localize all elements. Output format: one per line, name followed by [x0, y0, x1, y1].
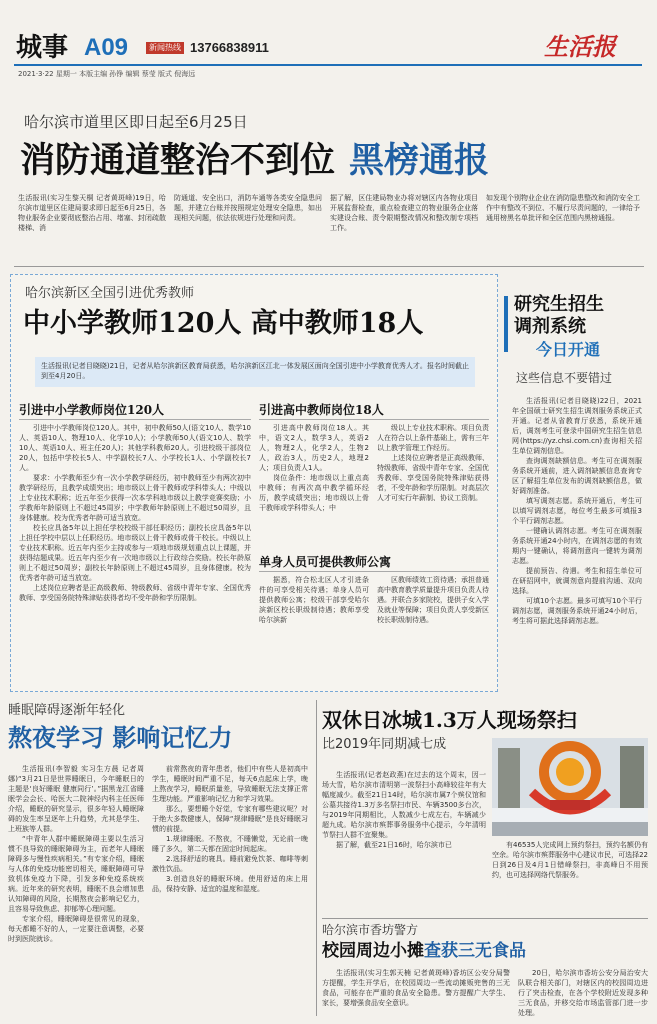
masthead [0, 0, 657, 95]
article-tomb-sweeping [322, 706, 648, 916]
section-name: 城事 [16, 33, 69, 63]
article-body: 生活报讯(记者赵政燕)在过去的这个周末，因一场大雪，哈尔滨市清明第一波祭扫小高峰较往年有大幅度减少。截至21日14时，哈尔滨市属7个殡仪馆和公墓共接待1.3万多名祭扫市民、车辆3500多台次，与2019年同期相比，人数减少七成左右，车辆减少超九成。哈尔滨市殡葬事务服务中心提示，今年清明节祭扫人群不宜聚集。 据了解，截至21日16时，哈尔滨市已 [322, 771, 486, 849]
lead-box: 生活报讯(记者目晓晓)21日，记者从哈尔滨新区教育局获悉，哈尔滨新区江北一体发展区面向全国引进中小学教育优秀人才。报名时间截止到至4月20日。 [35, 357, 475, 387]
sidebar-title-3: 今日开通 [536, 340, 601, 359]
article-col: 防通道、安全出口，消防车通等各类安全隐患问题，并建立台账并按照规定处理安全隐患，如出现相关问题，依法依规进行处理和问责。 [174, 194, 322, 222]
sidebar-body: 生活报讯(记者目晓晓)22日，2021年全国硕士研究生招生调剂服务系统正式开通。记者从省教育厅获悉，系统开通后，调剂考生可登录中国研究生招生信息网(https://yz.chsi.com.cn)查询相关招生单位调剂信息。 查询调剂缺额信息。考生可在调剂服务系统开通前，进入调剂缺额信息查询专区了解招生单位发布的调剂缺额信息，做好调剂准备。 填写调剂志愿。系统开通后，考生可以填写调剂志愿，每位考生最多可填报3个平行调剂志愿。 一键确认调剂志愿。考生可在调剂服务系统开通24小时内，在调剂志愿的有效期内一键确认，将调剂意向一键转为调剂志愿。 提前预告、待遇。考生和招生单位可在研招网中，就调剂意向提前沟通、双向选择。 可填10个志愿。最多可填写10个平行调剂志愿，调剂服务系统开通24小时后，考生将可据此选择调剂志愿。 [512, 397, 642, 625]
headline: 熬夜学习 影响记忆力 [8, 723, 233, 752]
sidebar-accent [504, 296, 508, 352]
masthead-rule [14, 64, 642, 66]
sidebar-grad-adjust [504, 274, 646, 690]
news-photo [492, 738, 648, 836]
article-col: 如发现个别物业企业在消防隐患整改和消防安全工作中有整改不到位、不履行尽责问题的，一律给予通用榜黑名单批评和全区范围内黑榜通报。 [486, 194, 640, 222]
article-teachers [10, 274, 498, 692]
article-body: 区教师绩效工资待遇；承担普通高中教育教学质量提升项目负责人待遇。并联合多家院校，提供子女入学及就业等保障；项目负责人享受新区校长职级制待遇。 [377, 576, 489, 624]
headline-main: 校园周边小摊 [322, 941, 424, 961]
article-body: 生活报讯(实习生郭天楠 记者黄斑峰)香坊区公安分局警方提醒，学生开学后，在校园周边一些流动摊贩兜售的三无食品，可能存在严重的食品安全隐患。警方提醒广大学生、家长，要增强食品安全意识。 [322, 969, 510, 1007]
brand-logo: 生活报 [544, 32, 616, 61]
divider [14, 266, 644, 267]
article-col: 据了解，区住建局物业办将对辖区内各物业项目开展监督检查，重点检查建立的物业服务企业落实建设合账、责令限期整改情况和整改制专项档工作。 [330, 194, 478, 232]
article-kicker: 睡眠障碍逐渐年轻化 [8, 703, 126, 718]
headline-main: 消防通道整治不到位 [20, 140, 336, 181]
article-body: 级以上专业技术职称。项目负责人在符合以上条件基础上，需有三年以上教学管理工作经历。 上述岗位应聘者是正高级教师、特级教师、省级中青年专家、全国优秀教师、享受国务院特殊津贴获得者，不受年龄和学历限制。对高层次人才可实行年薪制、协议工资制。 [377, 424, 489, 502]
headline: 中小学教师120人 高中教师18人 [23, 308, 424, 339]
page-number: A09 [84, 34, 129, 61]
headline-blacklist: 黑榜通报 [349, 140, 490, 181]
article-body: 据悉，符合松北区人才引进条件的可享受相关待遇；单身人员可提供教师公寓；校级干部享受哈尔滨新区校长职级制待遇；教师享受哈尔滨新 [259, 576, 369, 624]
article-sleep [8, 700, 310, 1018]
article-body: 有46535人完成网上预约祭扫，预约名额仍有空余。哈尔滨市殡葬服务中心建议市民，可选择22日到26日及4月1日错峰祭扫，非高峰日不用预约，也可选择网络代祭服务。 [492, 841, 648, 879]
article-kicker: 哈尔滨市道里区即日起至6月25日 [24, 113, 248, 131]
headline [20, 139, 489, 183]
sidebar-title-2: 调剂系统 [514, 316, 586, 337]
article-kicker: 哈尔滨新区全国引进优秀教师 [25, 286, 195, 301]
subheadline: 比2019年同期减七成 [322, 737, 447, 752]
hotline-number: 13766838911 [190, 40, 269, 55]
subhead: 单身人员可提供教师公寓 [259, 551, 489, 572]
memorial-decoration-photo [492, 738, 648, 836]
subhead: 引进高中教师岗位18人 [259, 399, 489, 420]
article-school-food [322, 922, 648, 1020]
article-body: 引进中小学教师岗位120人。其中，初中教师50人(语文10人、数学10人、英语10人、物理10人、化学10人)；小学教师50人(语文10人、数学10人、英语10人、班主任20人)；其他学科教师20人。引进校级干部岗位20人，包括中学校长5人、中学副校长7人、小学校长1人、小学副校长7人。 要求：小学教师至少有一次小学教学研经历，初中教师至少有两次初中教学研经历，且教学成绩突出；地市级以上骨干教师或学科带头人；中级以上专业技术职称；近五年至少获得一次本学科地市级以上教学竞赛奖励；小学教师年龄原则上不超过45周岁；中学教师年龄原则上不超过50周岁，且身体健康。校为优秀者年龄可适当放宽。 校长应具备5年以上担任学校校级干部任职经历；副校长应具备5年以上担任学校中层以上任职经历。地市级以上骨干教师或骨干校长。中级以上专业技术职称。近五年内至少主持或参与一项地市级规划重点以上课题，并获得结题成果。近五年内至少有一次地市级以上行政综合奖励。校长年龄原则上不超过50周岁；副校长年龄原则上不超过45周岁，且身体健康。校为优秀者年龄可适当放宽。 上述岗位应聘者是正高级教师、特级教师、省级中青年专家、全国优秀教师、享受国务院特殊津贴获得者均不受年龄和学历限制。 [19, 424, 251, 602]
headline-highlight: 查获三无食品 [424, 941, 526, 961]
divider [316, 700, 317, 1016]
headline: 双休日冰城1.3万人现场祭扫 [322, 708, 577, 732]
article-body: 前常熬夜的青年患者，他们中有些人是初高中学生，睡眠时间严重不足，每天6点起床上学，晚上熬夜学习，睡眠质量差，导致睡眠无法支撑正常生理功能。严重影响记忆力和学习效果。 那么，要想睡个好觉，专家有哪些建议呢？对于绝大多数健康人，保障“规律睡眠”是良好睡眠习惯的前提。 1.规律睡眠。不熬夜，不睡懒觉，无论前一晚睡了多久，第二天都在固定时间起床。 2.选择舒适的寝具。睡前避免饮茶、咖啡等刺激性饮品。 3.创造良好的睡眠环境。使用舒适的床上用品，保持安静、适宜的温度和湿度。 [152, 765, 308, 893]
date-line: 2021·3·22 星期一 本版主编 孙铮 编辑 蔡莹 版式 倪海远 [18, 70, 196, 78]
article-fire-lane [14, 105, 644, 265]
article-body: 引进高中教师岗位18人。其中，语文2人，数学3人，英语2人，物理2人，化学2人，生物2人，政治3人，历史2人，地理2人；项目负责人1人。 岗位条件：地市级以上重点高中教师；有两次高中教学循环经历，教学成绩突出；地市级以上骨干教师或学科带头人；中 [259, 424, 369, 512]
hotline-label: 新闻热线 [146, 42, 184, 54]
sidebar-title-1: 研究生招生 [514, 294, 604, 315]
article-col: 生活报讯(实习生黎天桐 记者黄斑峰)19日，哈尔滨市道里区住建局要求即日起至6月25日，各物业服务企业要彻底整治占用、堵塞、封闭疏散楼梯、消 [18, 194, 166, 232]
sidebar-subtitle: 这些信息不要错过 [516, 371, 613, 385]
headline [322, 939, 526, 963]
article-body: 20日，哈尔滨市香坊公安分局治安大队联合相关部门，对辖区内的校园周边进行了突击检查，在各个学校附近发现多种三无食品，并移交给市场监管部门进一步处理。 [518, 969, 648, 1017]
subhead: 引进中小学教师岗位120人 [19, 399, 251, 420]
article-body: 生活报讯(李智毅 实习生方晨 记者周娜)“3月21日是世界睡眠日，今年睡眠日的主题是‘良好睡眠 健康同行’。”据黑龙江省睡眠学会会长、哈医大二院神经内科主任医师介绍，睡眠的研究显示，很多年轻人睡眠障碍的发生率呈逐年上升趋势，尤其是学生、上班族等人群。 “中青年人群中睡眠障碍主要以生活习惯不良导致的睡眠障碍为主，而老年人睡眠障碍多与慢性疾病相关。”有专家介绍，睡眠与人体的免疫功能密切相关，睡眠障碍可导致机体免疫力下降，引发多种免疫系统疾病。近年来的研究表明，睡眠不良会增加患认知障碍的风险，长期熬夜会影响记忆力，且容易导致焦虑、抑郁等心理问题。 专家介绍，睡眠障碍是很常见的现象，每天都睡不好的人，一定要注意调整，必要时到医院就诊。 [8, 765, 144, 943]
article-kicker: 哈尔滨市香坊警方 [322, 923, 419, 937]
divider [322, 918, 648, 919]
